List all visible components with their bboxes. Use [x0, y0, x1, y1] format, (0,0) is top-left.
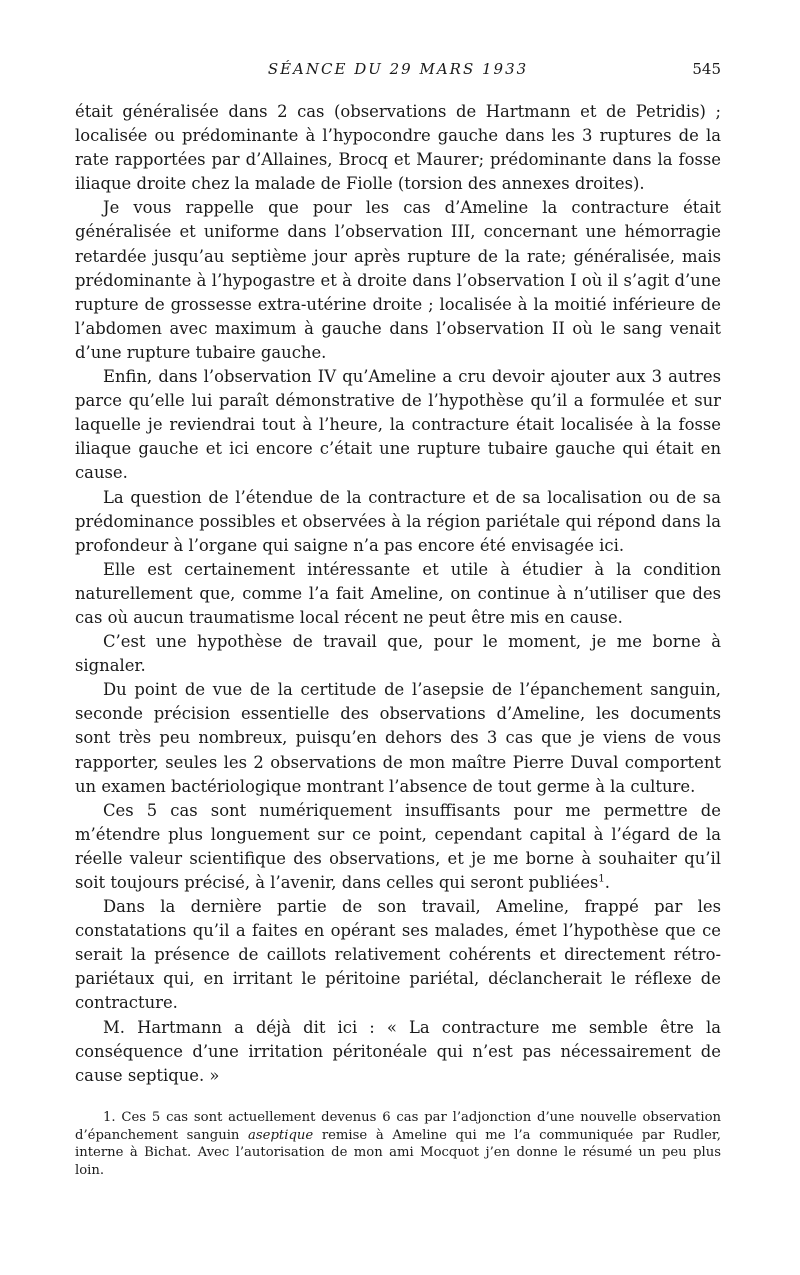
footnote-emphasis: aseptique [248, 1127, 314, 1143]
paragraph-6: C’est une hypothèse de travail que, pour le moment, je me borne à signaler. [75, 632, 721, 676]
running-title: SÉANCE DU 29 MARS 1933 [267, 60, 529, 78]
footnote-text-before: Ces 5 cas sont actuellement devenus 6 cas par l’adjonction d’une nouvelle observation d’épanchement sanguin [75, 1110, 721, 1143]
paragraph-4: La question de l’étendue de la contracture et de sa localisation ou de sa prédominance possibles et observées à la région pariétale qui répond dans la profondeur à l’organe qui saigne n’a pas encore été envisagée ici. [75, 487, 721, 555]
paragraph-2: Je vous rappelle que pour les cas d’Ameline la contracture était généralisée et uniforme dans l’observation III, concernant une hémorragie retardée jusqu’au septième jour après rupture de la rate; généralisée, mais prédominante à l’hypogastre et à droite dans l’observation I où il s’agit d’une rupture de grossesse extra-utérine droite ; localisée à la moitié inférieure de l’abdomen avec maximum à gauche dans l’observation II où le sang venait d’une rupture tubaire gauche. [75, 198, 721, 362]
paragraph-3: Enfin, dans l’observation IV qu’Ameline a cru devoir ajouter aux 3 autres parce qu’elle lui paraît démonstrative de l’hypothèse qu’il a formulée et sur laquelle je reviendrai tout à l’heure, la contracture était localisée à la fosse iliaque gauche et ici encore c’était une rupture tubaire gauche qui était en cause. [75, 367, 721, 483]
footnote-reference: 1 [598, 873, 605, 885]
paragraph-1: était généralisée dans 2 cas (observations de Hartmann et de Petridis) ; localisée ou prédominante à l’hypocondre gauche dans les 3 ruptures de la rate rapportées par d’Allaines, Brocq et Maurer; prédominante dans la fosse iliaque droite chez la malade de Fiolle (torsion des annexes droites). [75, 102, 721, 194]
footnote-text-after: remise à Ameline qui me l’a communiquée par Rudler, interne à Bichat. Avec l’autorisation de mon ami Mocquot j’en donne le résumé un peu plus loin. [75, 1127, 721, 1178]
running-header [75, 60, 721, 86]
paragraph-9: Dans la dernière partie de son travail, Ameline, frappé par les constatations qu’il a faites en opérant ses malades, émet l’hypothèse que ce serait la présence de caillots relativement cohérents et directement rétro-pariétaux qui, en irritant le péritoine pariétal, déclancherait le réflexe de contracture. [75, 897, 721, 1013]
paragraph-8: Ces 5 cas sont numériquement insuffisants pour me permettre de m’étendre plus longuement sur ce point, cependant capital à l’égard de la réelle valeur scientifique des observations, et je me borne à souhaiter qu’il soit toujours précisé, à l’avenir, dans celles qui seront publiées$^1$. [75, 800, 721, 892]
paragraph-5: Elle est certainement intéressante et utile à étudier à la condition naturellement que, comme l’a fait Ameline, on continue à n’utiliser que des cas où aucun traumatisme local récent ne peut être mis en cause. [75, 559, 721, 627]
footnote-1 [75, 1109, 721, 1179]
footnote-marker: 1. [103, 1110, 116, 1125]
paragraph-8-text: Ces 5 cas sont numériquement insuffisants pour me permettre de m’étendre plus longuement sur ce point, cependant capital à l’égard de la réelle valeur scientifique des observations, et je me borne à souhaiter qu’il soit toujours précisé, à l’avenir, dans celles qui seront publiées [75, 800, 721, 892]
paragraph-10: M. Hartmann a déjà dit ici : « La contracture me semble être la conséquence d’une irritation péritonéale qui n’est pas nécessairement de cause septique. » [75, 1017, 721, 1085]
body-text [75, 100, 721, 1088]
page-number: 545 [692, 60, 721, 78]
footnotes [75, 1109, 721, 1179]
paragraph-7: Du point de vue de la certitude de l’asepsie de l’épanchement sanguin, seconde précision essentielle des observations d’Ameline, les documents sont très peu nombreux, puisqu’en dehors des 3 cas que je viens de vous rapporter, seules les 2 observations de mon maître Pierre Duval comportent un examen bactériologique montrant l’absence de tout germe à la culture. [75, 680, 721, 796]
